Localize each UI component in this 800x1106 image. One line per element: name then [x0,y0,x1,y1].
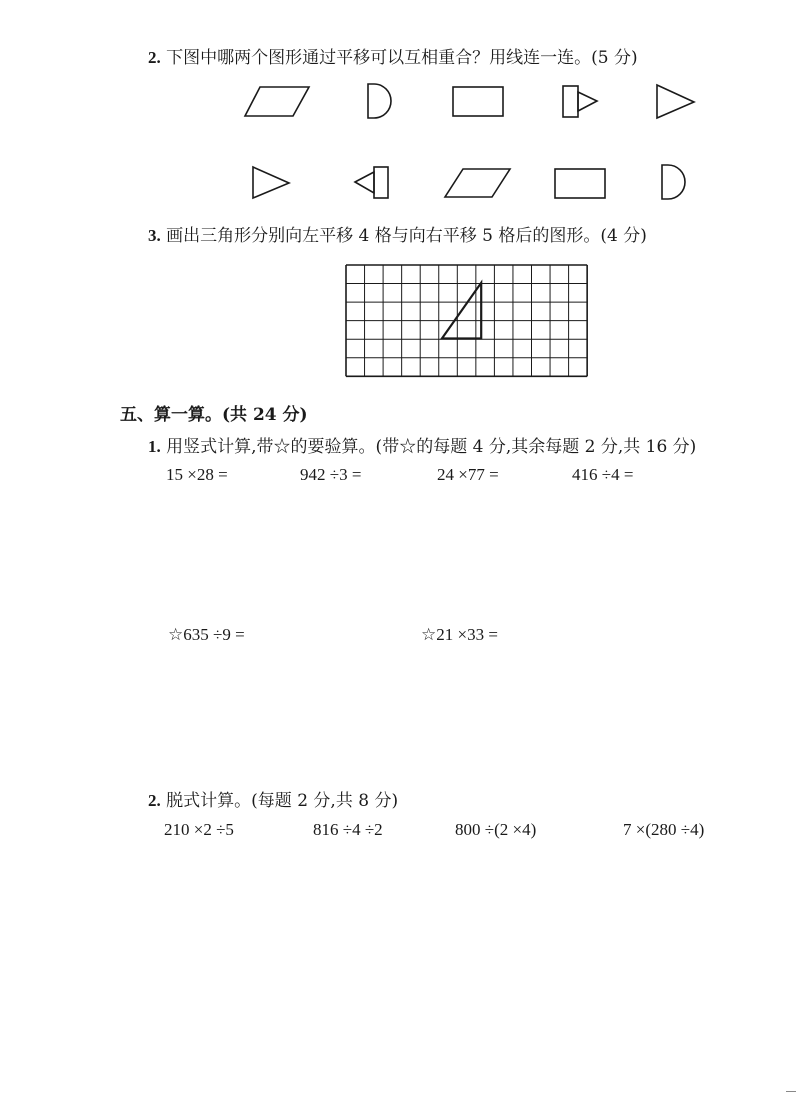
calc-item: 15 ×28 = [166,465,228,484]
half-circle-icon [660,164,690,200]
grid-lines [346,265,587,376]
triangle-right-icon [656,84,696,120]
translation-grid [345,264,595,378]
q3-line [148,221,647,246]
stepwise-item: 800 ÷(2 ×4) [455,820,537,839]
s5-q1-number: 1. [148,437,161,456]
calc-item: 24 ×77 = [437,465,499,484]
q3-text: 画出三角形分别向左平移 4 格与向右平移 5 格后的图形。(4 分) [166,226,647,246]
parallelogram-icon [444,168,512,200]
s5-q2-text: 脱式计算。(每题 2 分,共 8 分) [166,791,399,811]
triangle-with-rect-icon [354,166,390,200]
rectangle-icon [452,86,504,118]
right-triangle [442,283,481,339]
section5-title: 五、算一算。(共 24 分) [120,405,308,425]
q2-number: 2. [148,48,161,67]
s5-q2-line [148,786,398,811]
q2-text: 下图中哪两个图形通过平移可以互相重合？用线连一连。(5 分) [166,48,638,68]
page-edge-mark [786,1091,796,1092]
s5-q1-text: 用竖式计算,带☆的要验算。(带☆的每题 4 分,其余每题 2 分,共 16 分) [166,437,697,457]
rectangle-icon [554,168,606,200]
calc-item-starred: ☆21 ×33 = [421,625,498,644]
parallelogram-icon [244,86,310,118]
q3-number: 3. [148,226,161,245]
s5-q1-line [148,432,696,457]
calc-item-starred: ☆635 ÷9 = [168,625,245,644]
calc-item: 416 ÷4 = [572,465,634,484]
q2-line [148,43,638,68]
stepwise-item: 816 ÷4 ÷2 [313,820,383,839]
triangle-right-icon [252,166,292,200]
stepwise-item: 7 ×(280 ÷4) [623,820,705,839]
half-circle-icon [366,83,396,119]
stepwise-item: 210 ×2 ÷5 [164,820,234,839]
rect-with-triangle-icon [562,85,598,119]
s5-q2-number: 2. [148,791,161,810]
calc-item: 942 ÷3 = [300,465,362,484]
